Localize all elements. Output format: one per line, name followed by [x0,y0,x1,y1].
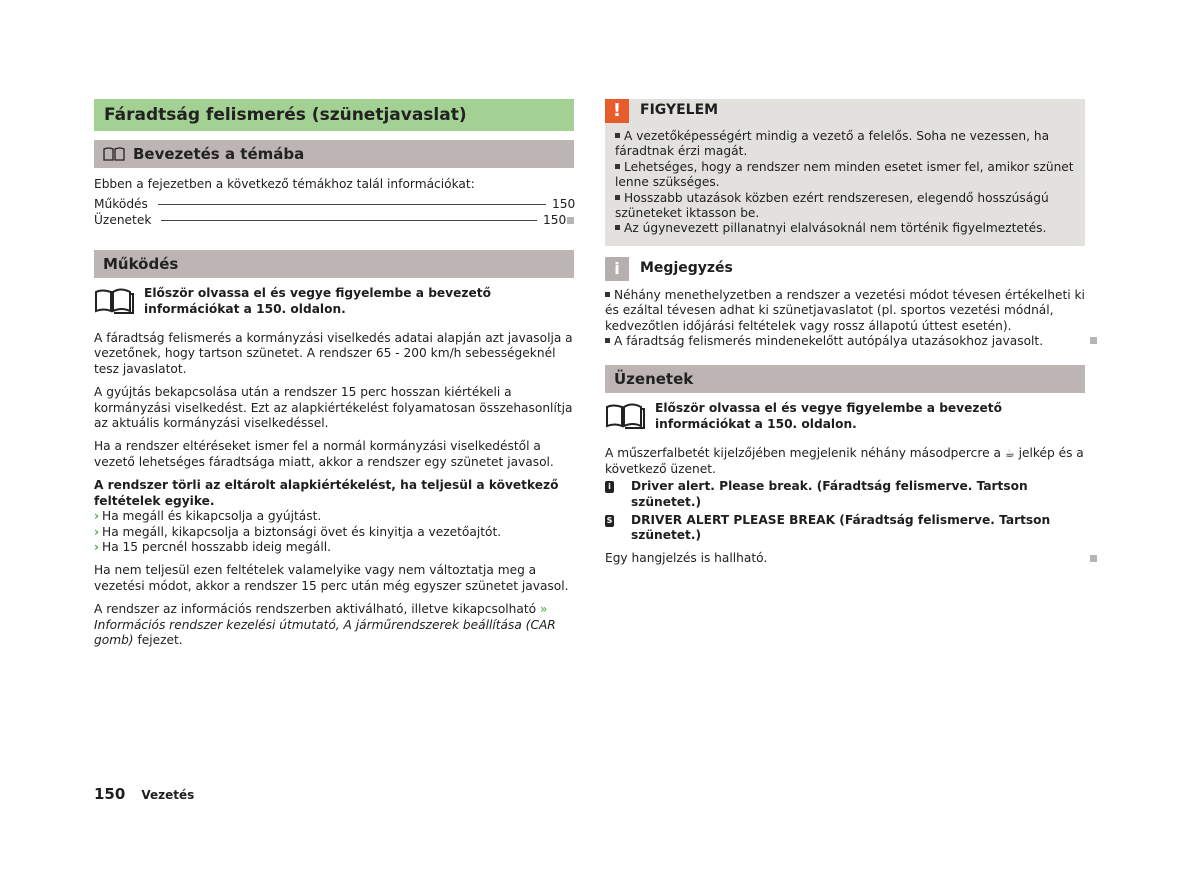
reference-text: Először olvassa el és vegye figyelembe a bevezető információkat a 150. oldalon. [655,401,1002,431]
chevron-right-icon: › [94,524,100,539]
list-item: A vezetőképességért mindig a vezető a felelős. Soha ne vezessen, ha fáradtnak érzi magát. [615,129,1050,159]
toc-row-uzenetek[interactable] [94,213,574,228]
list-item: › Ha megáll és kikapcsolja a gyújtást. [94,509,322,524]
warning-box [605,99,1085,246]
book-icon [94,288,134,314]
chapter-title: Fáradtság felismerés (szünetjavaslat) [94,99,574,131]
toc-label: Működés [94,197,148,212]
list-item: › Ha 15 percnél hosszabb ideig megáll. [94,539,332,554]
warning-header [605,99,1075,123]
warning-list [615,129,1075,237]
left-column [94,99,574,648]
exclamation-icon: ! [605,99,629,123]
bullet-icon [615,133,620,138]
section-end-marker [1090,555,1097,562]
intro-lead: Ebben a fejezetben a következő témákhoz talál információkat: [94,177,475,191]
intro-heading [94,140,574,168]
warning-title: FIGYELEM [640,102,719,119]
message-row: i Driver alert. Please break. (Fáradtság felismerve. Tartson szünetet.) [605,479,1085,510]
message-list [605,479,1085,544]
book-icon [605,403,645,429]
toc-label: Üzenetek [94,212,152,227]
list-item: Néhány menethelyzetben a rendszer a vezetési módot tévesen értékelheti ki és ezáltal tévesen adhat ki szünetjavaslatot (pl. sportos vezetési módnál, kedvezőtlen időjárási feltételek vagy rossz állapotú úttest esetén). [605,287,1085,333]
messages-heading [605,365,1085,393]
list-item: A fáradtság felismerés mindenekelőtt autópálya utazásokhoz javasolt. [605,334,1085,349]
info-icon: i [605,257,629,281]
section-end-marker [1090,337,1097,344]
paragraph: A fáradtság felismerés a kormányzási viselkedés adatai alapján azt javasolja a vezetőnek, hogy tartson szünetet. A rendszer 65 - 200 km/h sebességeknél tesz javaslatot. [94,331,573,376]
toc [94,197,574,228]
messages-reference [605,401,1085,432]
note-header [605,257,1085,281]
paragraph: Ha nem teljesül ezen feltételek valamelyike vagy nem változtatja meg a vezetési módot, akkor a rendszer 15 perc után még egyszer szünetet javasol. [94,563,569,593]
info-display-badge-icon: i [605,481,614,493]
note-list [605,288,1085,350]
cross-reference-link[interactable]: Információs rendszer kezelési útmutató, A járműrendszerek beállítása (CAR gomb) [94,617,556,647]
chevron-right-icon: › [94,539,100,554]
message-row: S DRIVER ALERT PLEASE BREAK (Fáradtság felismerve. Tartson szünetet.) [606,512,1051,543]
messages-intro: A műszerfalbetét kijelzőjében megjelenik néhány másodpercre a ☕ jelkép és a következő üzenet. [605,446,1084,476]
toc-leader [158,204,546,205]
messages-heading-label: Üzenetek [614,370,694,389]
toc-page: 150 [552,197,576,212]
cross-reference-marker[interactable]: » [539,602,548,617]
right-column [605,99,1085,566]
segment-display-badge-icon: S [606,515,613,525]
bullet-icon [605,338,610,343]
paragraph: A gyújtás bekapcsolása után a rendszer 15 perc hosszan kiértékeli a kormányzási viselkedést. Ezt az alapkiértékelést folyamatosan összehasonlítja az aktuális kormányzási viselkedéssel. [94,385,573,431]
function-reference [94,286,574,317]
page-footer [94,787,194,803]
function-heading-label: Működés [103,255,179,274]
reference-text: Először olvassa el és vegye figyelembe a bevezető információkat a 150. oldalon. [144,286,491,316]
intro-heading-label: Bevezetés a témába [133,145,305,163]
chapter-name: Vezetés [141,788,195,802]
activation-paragraph: A rendszer az információs rendszerben aktiválható, illetve kikapcsolható » Információs rendszer kezelési útmutató, A járműrendszerek beállítása (CAR gomb) fejezet. [94,602,556,647]
page-number: 150 [94,785,126,803]
toc-leader [161,220,537,221]
function-heading [94,250,574,278]
toc-row-mukodes[interactable] [94,197,574,212]
list-item: › Ha megáll, kikapcsolja a biztonsági övet és kinyitja a vezetőajtót. [94,524,502,539]
bullet-icon [615,164,620,169]
list-item: Lehetséges, hogy a rendszer nem minden esetet ismer fel, amikor szünet lenne szükséges. [615,159,1074,190]
bullet-icon [615,225,620,230]
bullet-icon [615,195,620,200]
chevron-right-icon: › [94,509,100,524]
paragraph: Ha a rendszer eltéréseket ismer fel a normál kormányzási viselkedéstől a vezető lehetséges fáradtsága miatt, akkor a rendszer egy szünetet javasol. [94,439,554,469]
book-icon [103,147,125,161]
messages-outro: Egy hangjelzés is hallható. [605,551,1085,566]
toc-page: 150 [543,212,567,227]
list-item: Az úgynevezett pillanatnyi elalvásoknál nem történik figyelmeztetés. [615,221,1075,236]
coffee-cup-icon: ☕ [1004,447,1015,461]
bullet-icon [605,292,610,297]
note-title: Megjegyzés [640,260,733,277]
section-end-marker [567,217,574,224]
conditions-title: A rendszer törli az eltárolt alapkiértékelést, ha teljesül a következő feltételek egyike. [94,478,559,508]
conditions-list [94,509,574,555]
list-item: Hosszabb utazások közben ezért rendszeresen, elegendő hosszúságú szüneteket iktasson be. [615,190,1049,221]
